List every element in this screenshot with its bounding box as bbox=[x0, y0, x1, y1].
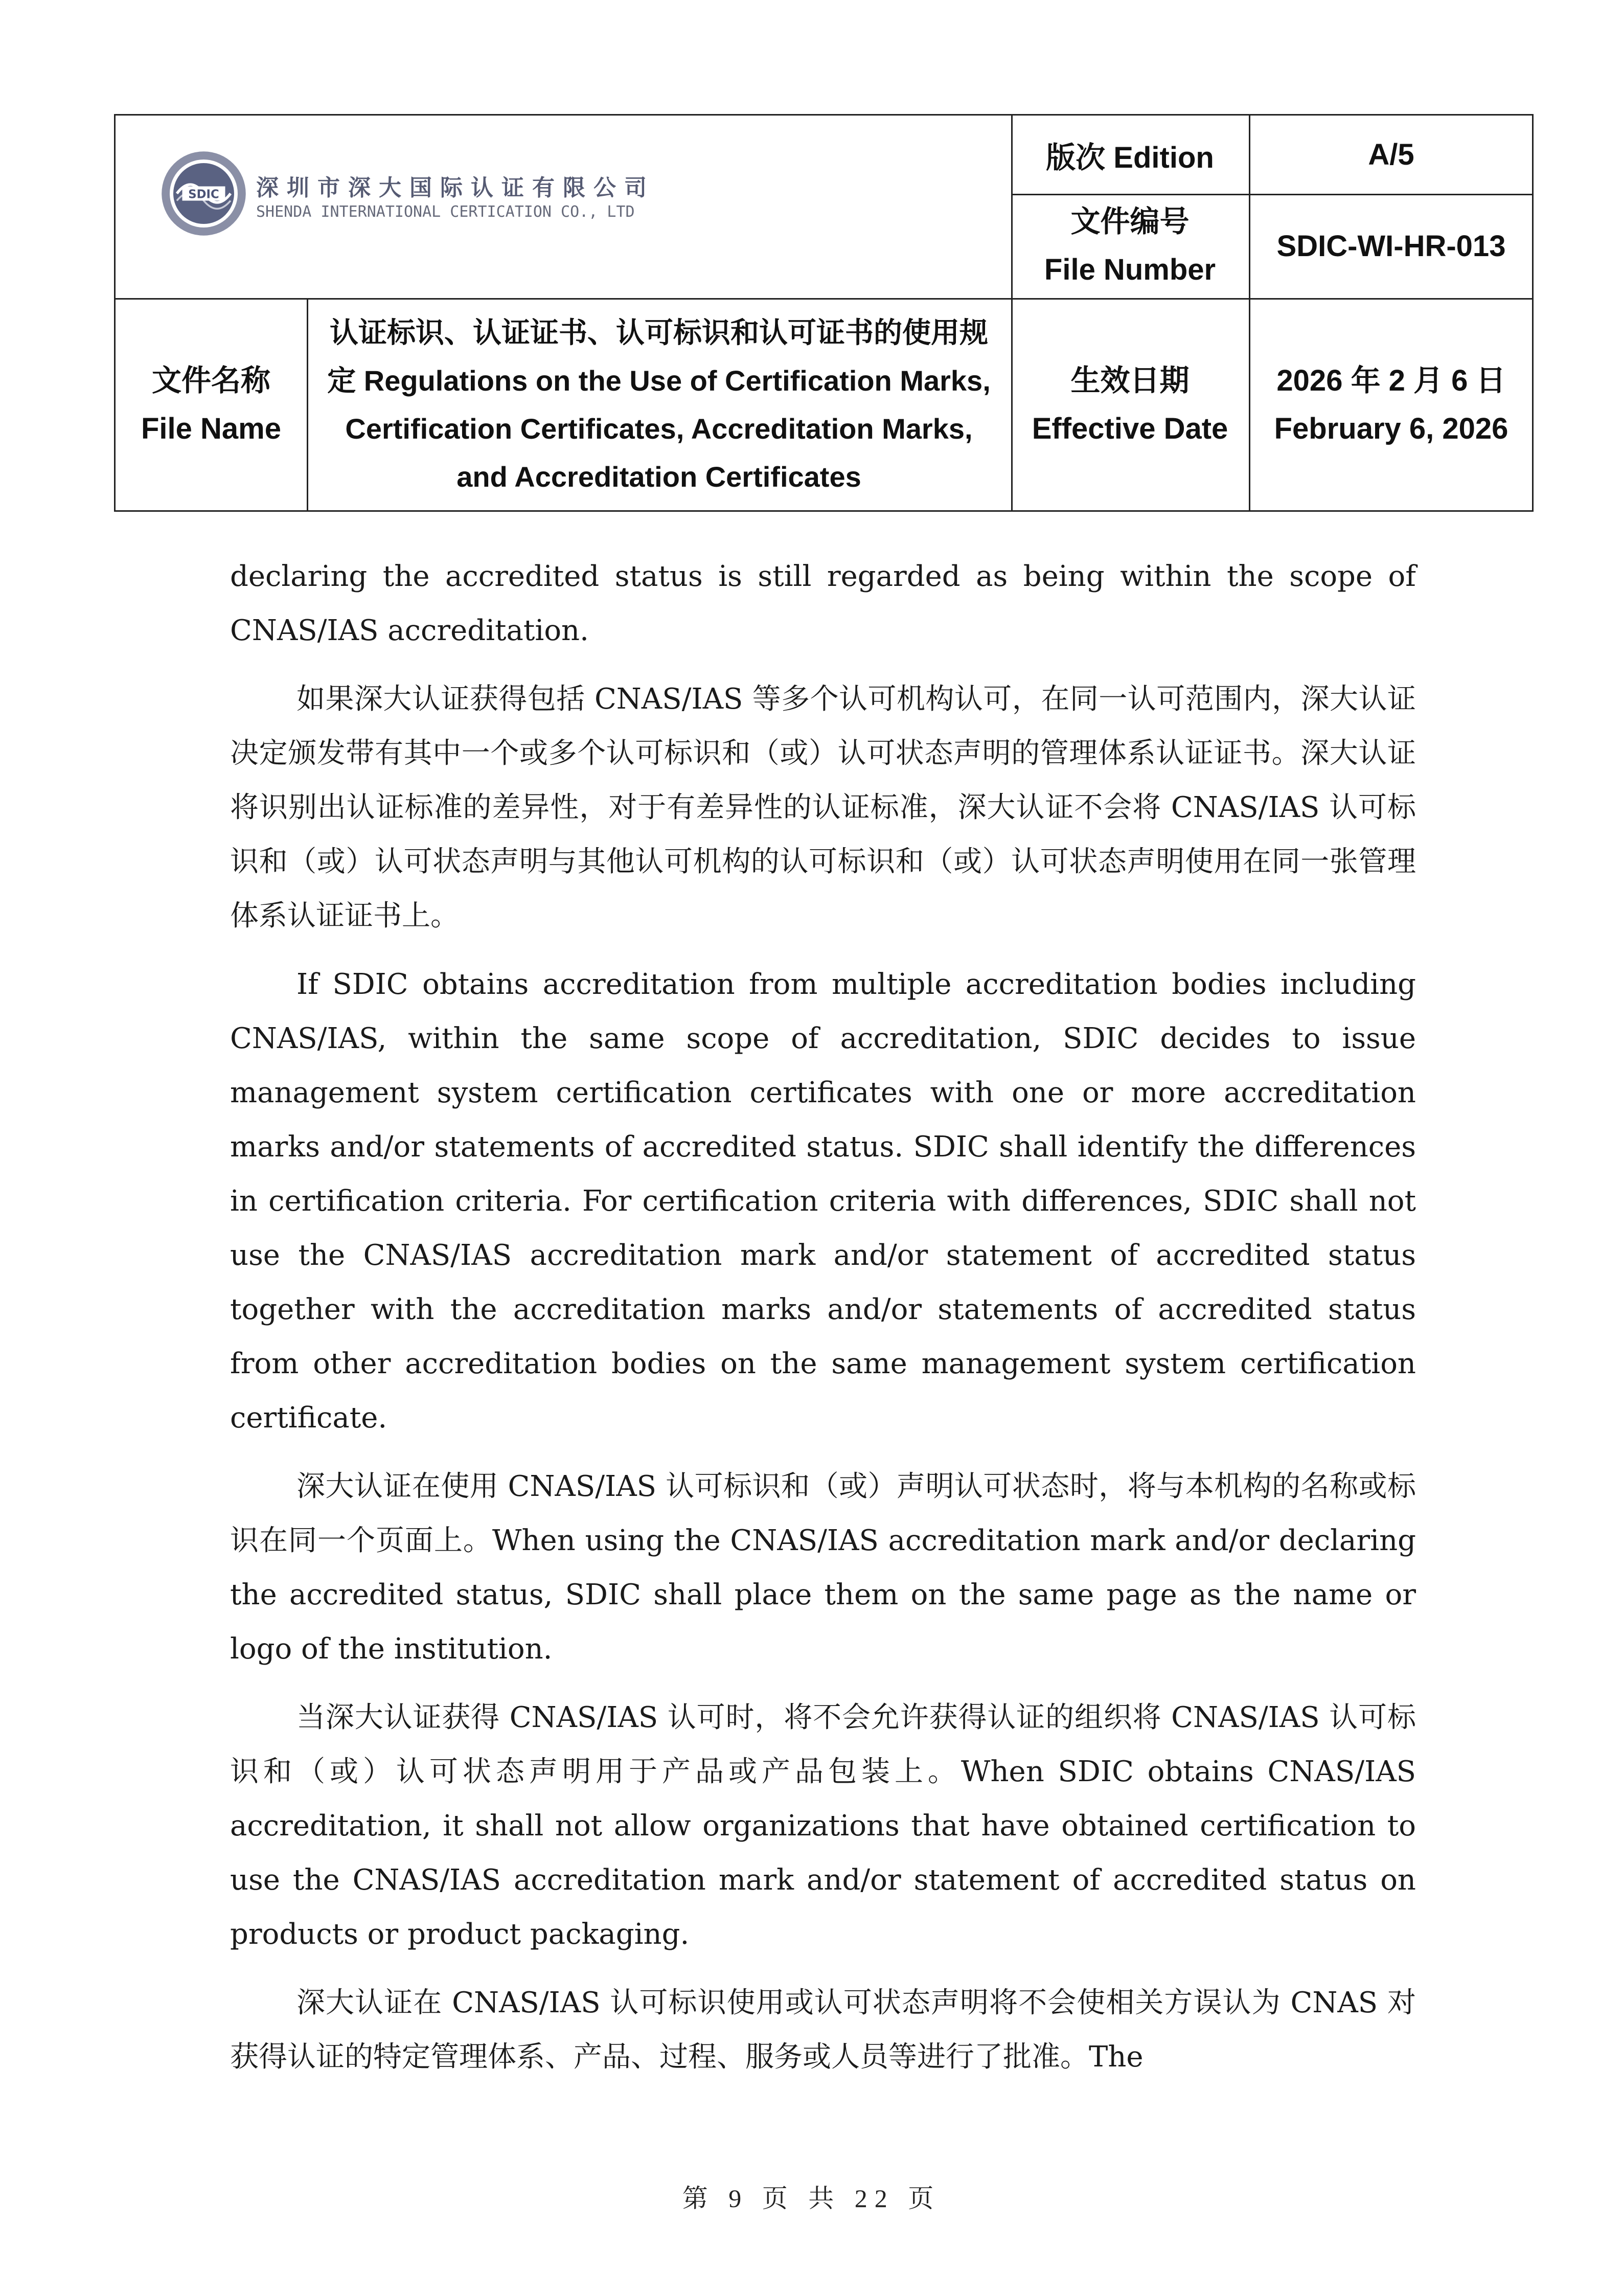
company-logo bbox=[159, 149, 772, 251]
body-paragraph: 深大认证在使用 CNAS/IAS 认可标识和（或）声明认可状态时，将与本机构的名称或标识在同一个页面上。When using the CNAS/IAS accreditation mark and/or declaring the accredited status, SDIC shall place them on the same page as the name or logo of the institution. bbox=[230, 1470, 1416, 1666]
file-number-label-en: File Number bbox=[1044, 253, 1216, 286]
effective-date-label-en: Effective Date bbox=[1032, 412, 1228, 445]
page-number: 第 9 页 共 22 页 bbox=[682, 2184, 941, 2213]
body-paragraph: 深大认证在 CNAS/IAS 认可标识使用或认可状态声明将不会使相关方误认为 CNAS 对获得认证的特定管理体系、产品、过程、服务或人员等进行了批准。The bbox=[230, 1986, 1416, 2074]
file-name-value: 认证标识、认证证书、认可标识和认可证书的使用规定 Regulations on the Use of Certification Marks, Certification Certificates, Accreditation Marks, and Accreditation Certificates bbox=[327, 316, 991, 493]
company-seal-icon bbox=[159, 149, 248, 238]
file-number-label bbox=[1011, 194, 1249, 298]
file-number-label-cn: 文件编号 bbox=[1070, 205, 1190, 238]
edition-value: A/5 bbox=[1368, 138, 1414, 171]
body-paragraph: 当深大认证获得 CNAS/IAS 认可时，将不会允许获得认证的组织将 CNAS/IAS 认可标识和（或）认可状态声明用于产品或产品包装上。When SDIC obtains CNAS/IAS accreditation, it shall not allow organizations that have obtained certification to use the CNAS/IAS accreditation mark and/or statement of accredited status on products or product packaging. bbox=[230, 1701, 1416, 1951]
file-name-label-en: File Name bbox=[141, 412, 281, 445]
file-name-label-cn: 文件名称 bbox=[151, 364, 270, 397]
company-name-cn: 深圳市深大国际认证有限公司 bbox=[256, 175, 655, 201]
file-number-value: SDIC-WI-HR-013 bbox=[1276, 229, 1506, 263]
file-name-label bbox=[116, 298, 307, 512]
edition-label: 版次 Edition bbox=[1046, 141, 1214, 174]
effective-date-en: February 6, 2026 bbox=[1274, 412, 1508, 445]
body-paragraph: If SDIC obtains accreditation from multiple accreditation bodies including CNAS/IAS, within the same scope of accreditation, SDIC decides to issue management system certification certificates with one or more accreditation marks and/or statements of accredited status. SDIC shall identify the differences in certification criteria. For certification criteria with differences, SDIC shall not use the CNAS/IAS accreditation mark and/or statement of accredited status together with the accreditation marks and/or statements of accredited status from other accreditation bodies on the same management system certification certificate. bbox=[230, 968, 1416, 1435]
effective-date-value bbox=[1249, 298, 1534, 512]
effective-date-label bbox=[1011, 298, 1249, 512]
effective-date-cn: 2026 年 2 月 6 日 bbox=[1276, 364, 1506, 397]
svg-text:SDIC: SDIC bbox=[188, 188, 219, 201]
body-paragraph: 如果深大认证获得包括 CNAS/IAS 等多个认可机构认可，在同一认可范围内，深大认证决定颁发带有其中一个或多个认可标识和（或）认可状态声明的管理体系认证证书。深大认证将识别出认证标准的差异性，对于有差异性的认证标准，深大认证不会将 CNAS/IAS 认可标识和（或）认可状态声明与其他认可机构的认可标识和（或）认可状态声明使用在同一张管理体系认证证书上。 bbox=[230, 683, 1416, 933]
company-name-en: SHENDA INTERNATIONAL CERTICATION CO., LTD bbox=[256, 203, 635, 221]
effective-date-label-cn: 生效日期 bbox=[1070, 364, 1190, 397]
document-header-table bbox=[114, 114, 1534, 512]
body-paragraph: declaring the accredited status is still regarded as being within the scope of CNAS/IAS accreditation. bbox=[230, 560, 1416, 647]
document-body bbox=[230, 550, 1416, 2099]
